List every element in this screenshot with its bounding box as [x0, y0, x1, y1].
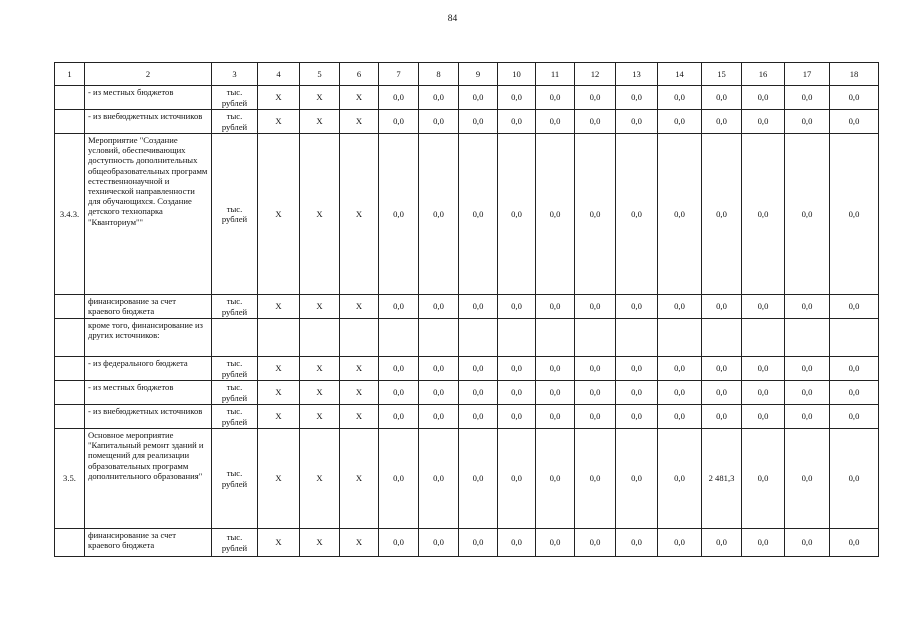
value-cell: 0,0 [379, 357, 419, 381]
value-cell: X [258, 110, 300, 134]
value-cell: 0,0 [498, 405, 536, 429]
value-cell: 0,0 [498, 429, 536, 529]
value-cell: 0,0 [419, 110, 459, 134]
value-cell [498, 319, 536, 357]
value-cell: 0,0 [379, 295, 419, 319]
row-number-cell: 3.4.3. [55, 134, 85, 295]
value-cell: X [300, 429, 340, 529]
value-cell: 0,0 [459, 381, 498, 405]
value-cell: 0,0 [536, 134, 575, 295]
value-cell: 0,0 [742, 86, 785, 110]
row-description-cell: финансирование за счет краевого бюджета [85, 529, 212, 557]
value-cell: 0,0 [536, 86, 575, 110]
value-cell: 0,0 [498, 381, 536, 405]
value-cell: 0,0 [702, 295, 742, 319]
row-number-cell: 3.5. [55, 429, 85, 529]
value-cell: X [258, 86, 300, 110]
value-cell: 0,0 [616, 405, 658, 429]
value-cell: 0,0 [379, 529, 419, 557]
value-cell: 0,0 [536, 357, 575, 381]
table-body [55, 63, 879, 557]
value-cell: 0,0 [379, 86, 419, 110]
value-cell: 0,0 [785, 295, 830, 319]
value-cell: 0,0 [785, 405, 830, 429]
column-header-cell: 9 [459, 63, 498, 86]
column-header-cell: 2 [85, 63, 212, 86]
row-description-cell: Основное мероприятие "Капитальный ремонт зданий и помещений для реализации образовательных программ дополнительного образования" [85, 429, 212, 529]
value-cell: 0,0 [785, 110, 830, 134]
value-cell [379, 319, 419, 357]
value-cell: 0,0 [616, 529, 658, 557]
value-cell: X [258, 405, 300, 429]
unit-cell: тыс. рублей [212, 381, 258, 405]
value-cell: X [258, 357, 300, 381]
value-cell: 0,0 [702, 405, 742, 429]
value-cell: 0,0 [616, 357, 658, 381]
value-cell: 0,0 [830, 110, 879, 134]
row-number-cell [55, 405, 85, 429]
value-cell: 0,0 [830, 529, 879, 557]
value-cell: X [340, 357, 379, 381]
value-cell: 0,0 [459, 405, 498, 429]
value-cell: 0,0 [702, 134, 742, 295]
value-cell: 0,0 [658, 381, 702, 405]
value-cell: 0,0 [379, 405, 419, 429]
row-description-cell: финансирование за счет краевого бюджета [85, 295, 212, 319]
value-cell: 0,0 [742, 357, 785, 381]
value-cell: 0,0 [575, 110, 616, 134]
value-cell: 0,0 [575, 295, 616, 319]
row-description-cell: - из местных бюджетов [85, 381, 212, 405]
value-cell: 0,0 [575, 429, 616, 529]
value-cell: 0,0 [616, 429, 658, 529]
value-cell: 0,0 [742, 295, 785, 319]
column-header-cell: 7 [379, 63, 419, 86]
column-header-cell: 14 [658, 63, 702, 86]
value-cell: 0,0 [536, 110, 575, 134]
value-cell [459, 319, 498, 357]
value-cell: X [300, 134, 340, 295]
value-cell: 0,0 [419, 529, 459, 557]
value-cell: 0,0 [658, 429, 702, 529]
column-header-cell: 11 [536, 63, 575, 86]
value-cell: 0,0 [742, 110, 785, 134]
value-cell: X [340, 110, 379, 134]
value-cell: X [340, 134, 379, 295]
value-cell: X [258, 429, 300, 529]
unit-cell: тыс. рублей [212, 295, 258, 319]
value-cell: X [300, 381, 340, 405]
value-cell: 0,0 [419, 295, 459, 319]
table-row [55, 134, 879, 295]
unit-cell: тыс. рублей [212, 429, 258, 529]
value-cell: X [300, 295, 340, 319]
unit-cell: тыс. рублей [212, 110, 258, 134]
row-number-cell [55, 295, 85, 319]
value-cell: 0,0 [658, 86, 702, 110]
value-cell: 0,0 [459, 429, 498, 529]
table-row [55, 381, 879, 405]
value-cell [536, 319, 575, 357]
value-cell: X [340, 86, 379, 110]
value-cell: 0,0 [498, 134, 536, 295]
value-cell: 0,0 [658, 405, 702, 429]
value-cell: 0,0 [785, 86, 830, 110]
value-cell: 0,0 [379, 110, 419, 134]
value-cell: X [300, 405, 340, 429]
value-cell: 0,0 [379, 134, 419, 295]
column-header-cell: 10 [498, 63, 536, 86]
value-cell: 0,0 [830, 295, 879, 319]
column-header-cell: 4 [258, 63, 300, 86]
value-cell: 0,0 [616, 110, 658, 134]
value-cell [575, 319, 616, 357]
unit-cell: тыс. рублей [212, 357, 258, 381]
column-header-cell: 12 [575, 63, 616, 86]
column-header-cell: 13 [616, 63, 658, 86]
unit-cell: тыс. рублей [212, 405, 258, 429]
value-cell: 0,0 [536, 295, 575, 319]
column-header-cell: 5 [300, 63, 340, 86]
value-cell: 0,0 [575, 529, 616, 557]
value-cell: 0,0 [459, 110, 498, 134]
column-header-cell: 8 [419, 63, 459, 86]
row-description-cell: - из внебюджетных источников [85, 405, 212, 429]
column-header-cell: 1 [55, 63, 85, 86]
value-cell: X [300, 86, 340, 110]
value-cell [616, 319, 658, 357]
value-cell [785, 319, 830, 357]
value-cell: 0,0 [575, 381, 616, 405]
value-cell: 0,0 [536, 381, 575, 405]
value-cell [742, 319, 785, 357]
value-cell: X [340, 405, 379, 429]
value-cell: 0,0 [419, 429, 459, 529]
value-cell: 0,0 [785, 357, 830, 381]
value-cell [830, 319, 879, 357]
value-cell: 0,0 [536, 405, 575, 429]
table-row [55, 405, 879, 429]
value-cell: X [258, 381, 300, 405]
value-cell: 2 481,3 [702, 429, 742, 529]
value-cell: 0,0 [459, 529, 498, 557]
value-cell: 0,0 [616, 134, 658, 295]
column-header-cell: 16 [742, 63, 785, 86]
value-cell: X [340, 295, 379, 319]
value-cell: 0,0 [616, 86, 658, 110]
value-cell: 0,0 [575, 357, 616, 381]
row-number-cell [55, 110, 85, 134]
value-cell: X [258, 295, 300, 319]
table-row [55, 357, 879, 381]
column-header-cell: 17 [785, 63, 830, 86]
value-cell: 0,0 [616, 295, 658, 319]
page-number: 84 [447, 14, 458, 24]
value-cell: 0,0 [498, 357, 536, 381]
row-description-cell: - из федерального бюджета [85, 357, 212, 381]
value-cell: 0,0 [785, 429, 830, 529]
value-cell: 0,0 [785, 134, 830, 295]
column-header-cell: 18 [830, 63, 879, 86]
value-cell: 0,0 [702, 110, 742, 134]
row-number-cell [55, 86, 85, 110]
table-row [55, 429, 879, 529]
table-row [55, 86, 879, 110]
value-cell [419, 319, 459, 357]
value-cell: 0,0 [742, 405, 785, 429]
value-cell: 0,0 [379, 381, 419, 405]
table-row [55, 110, 879, 134]
value-cell: 0,0 [830, 405, 879, 429]
row-description-cell: кроме того, финансирование из других источников: [85, 319, 212, 357]
value-cell: 0,0 [459, 134, 498, 295]
value-cell: X [258, 134, 300, 295]
value-cell [258, 319, 300, 357]
value-cell: 0,0 [830, 86, 879, 110]
value-cell: 0,0 [742, 529, 785, 557]
value-cell [340, 319, 379, 357]
value-cell: 0,0 [702, 357, 742, 381]
column-header-cell: 6 [340, 63, 379, 86]
value-cell: 0,0 [616, 381, 658, 405]
row-number-cell [55, 381, 85, 405]
value-cell: 0,0 [575, 86, 616, 110]
value-cell: 0,0 [785, 381, 830, 405]
value-cell: 0,0 [658, 110, 702, 134]
value-cell: 0,0 [658, 357, 702, 381]
value-cell: 0,0 [575, 134, 616, 295]
value-cell: 0,0 [575, 405, 616, 429]
value-cell: 0,0 [498, 86, 536, 110]
budget-table [54, 62, 879, 557]
value-cell: 0,0 [702, 86, 742, 110]
column-header-cell: 3 [212, 63, 258, 86]
value-cell: X [300, 357, 340, 381]
value-cell: 0,0 [419, 405, 459, 429]
value-cell: X [258, 529, 300, 557]
value-cell: X [300, 110, 340, 134]
value-cell: X [340, 529, 379, 557]
value-cell: 0,0 [658, 134, 702, 295]
value-cell: 0,0 [658, 295, 702, 319]
value-cell: 0,0 [742, 429, 785, 529]
value-cell: 0,0 [702, 381, 742, 405]
row-description-cell: - из местных бюджетов [85, 86, 212, 110]
value-cell: 0,0 [830, 381, 879, 405]
column-header-row [55, 63, 879, 86]
table-row [55, 529, 879, 557]
value-cell: 0,0 [742, 381, 785, 405]
value-cell: X [300, 529, 340, 557]
value-cell: 0,0 [498, 110, 536, 134]
column-header-cell: 15 [702, 63, 742, 86]
value-cell [300, 319, 340, 357]
value-cell: 0,0 [419, 86, 459, 110]
value-cell: 0,0 [536, 529, 575, 557]
value-cell: 0,0 [419, 134, 459, 295]
row-description-cell: Мероприятие "Создание условий, обеспечивающих доступность дополнительных общеобразовательных программ естественнонаучной и технической направленности для обучающихся. Создание детского технопарка "Кванториум"" [85, 134, 212, 295]
value-cell: 0,0 [459, 86, 498, 110]
value-cell: 0,0 [702, 529, 742, 557]
unit-cell: тыс. рублей [212, 86, 258, 110]
value-cell [702, 319, 742, 357]
value-cell: 0,0 [658, 529, 702, 557]
value-cell: 0,0 [459, 357, 498, 381]
value-cell: 0,0 [830, 357, 879, 381]
value-cell: 0,0 [536, 429, 575, 529]
value-cell: 0,0 [498, 529, 536, 557]
value-cell: 0,0 [419, 381, 459, 405]
value-cell: 0,0 [830, 134, 879, 295]
value-cell: 0,0 [419, 357, 459, 381]
table-row [55, 295, 879, 319]
value-cell: 0,0 [459, 295, 498, 319]
row-number-cell [55, 319, 85, 357]
value-cell: 0,0 [830, 429, 879, 529]
value-cell: 0,0 [742, 134, 785, 295]
value-cell [658, 319, 702, 357]
unit-cell: тыс. рублей [212, 134, 258, 295]
table-row [55, 319, 879, 357]
unit-cell [212, 319, 258, 357]
row-description-cell: - из внебюджетных источников [85, 110, 212, 134]
value-cell: X [340, 429, 379, 529]
unit-cell: тыс. рублей [212, 529, 258, 557]
value-cell: 0,0 [379, 429, 419, 529]
value-cell: X [340, 381, 379, 405]
value-cell: 0,0 [785, 529, 830, 557]
row-number-cell [55, 529, 85, 557]
value-cell: 0,0 [498, 295, 536, 319]
row-number-cell [55, 357, 85, 381]
